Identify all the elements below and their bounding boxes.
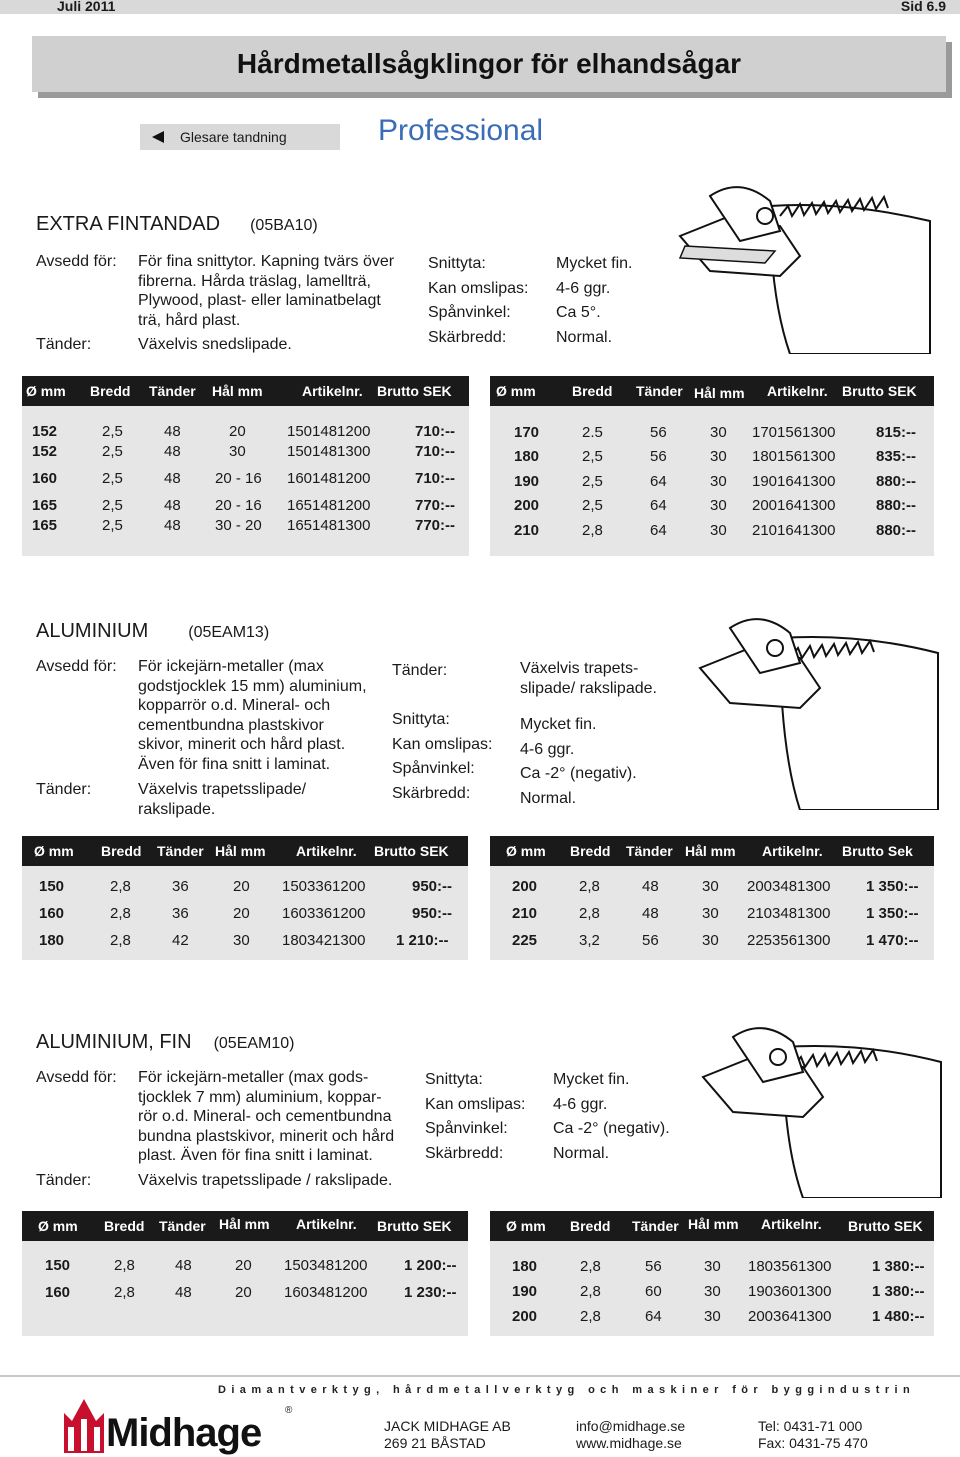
table-header	[490, 1211, 934, 1241]
company-name: JACK MIDHAGE AB	[384, 1418, 511, 1434]
prop-key: Tänder:	[392, 662, 448, 679]
table-cell: 180	[514, 448, 540, 465]
table-cell: 1701561300	[752, 424, 836, 441]
text-line: trä, hård plast.	[138, 311, 241, 329]
section-title	[36, 620, 269, 643]
table-cell: 2,8	[110, 932, 131, 949]
tander-label: Tänder:	[36, 1172, 92, 1189]
col-header: Ø mm	[26, 383, 66, 399]
section-code: (05EAM13)	[188, 624, 270, 641]
table-cell: 20	[229, 423, 246, 440]
table-cell: 3,2	[579, 932, 600, 949]
arrow-left-icon	[152, 131, 164, 143]
table-cell: 1803561300	[748, 1258, 832, 1275]
table-cell: 20 - 16	[215, 497, 262, 514]
table-cell: 1 350:--	[866, 905, 919, 922]
col-header: Tänder	[632, 1218, 679, 1234]
section-title	[36, 213, 318, 236]
table-cell: 710:--	[415, 470, 456, 487]
col-header: Ø mm	[496, 383, 536, 399]
table-cell: 770:--	[415, 497, 456, 514]
table-cell: 64	[645, 1308, 662, 1325]
table-cell: 180	[512, 1258, 538, 1275]
table-cell: 1 380:--	[872, 1283, 925, 1300]
avsedd-label: Avsedd för:	[36, 658, 117, 675]
email-link[interactable]: info@midhage.se	[576, 1418, 686, 1434]
table-cell: 2,8	[579, 905, 600, 922]
table-cell: 815:--	[876, 424, 917, 441]
brand-title: Professional	[378, 114, 544, 147]
col-header: Hål mm	[215, 843, 266, 859]
col-header: Hål mm	[685, 843, 736, 859]
col-header: Tänder	[157, 843, 204, 859]
prop-value: 4-6 ggr.	[556, 279, 611, 297]
table-cell: 880:--	[876, 522, 917, 539]
col-header: Brutto SEK	[377, 383, 452, 399]
col-header: Ø mm	[506, 843, 546, 859]
table-cell: 1 470:--	[866, 932, 919, 949]
table-cell: 2,8	[114, 1284, 135, 1301]
table-cell: 64	[650, 473, 667, 490]
table-cell: 190	[512, 1283, 538, 1300]
table-cell: 48	[642, 878, 659, 895]
table-cell: 56	[645, 1258, 662, 1275]
table-cell: 2,5	[102, 470, 123, 487]
col-header: Tänder	[159, 1218, 206, 1234]
table-cell: 20	[233, 878, 250, 895]
prop-value: Normal.	[556, 328, 613, 346]
col-header: Hål mm	[688, 1216, 739, 1232]
table-cell: 48	[642, 905, 659, 922]
table-cell: 950:--	[412, 878, 453, 895]
table-cell: 160	[39, 905, 65, 922]
col-header: Ø mm	[38, 1218, 78, 1234]
circular-saw-icon	[670, 176, 932, 354]
prop-value: Normal.	[520, 789, 577, 807]
col-header: Hål mm	[694, 385, 745, 401]
table-cell: 165	[32, 517, 58, 534]
table-cell: 30	[710, 448, 727, 465]
table-cell: 2,8	[114, 1257, 135, 1274]
props-keys	[392, 659, 493, 806]
table-cell: 64	[650, 522, 667, 539]
prop-value: slipade/ rakslipade.	[520, 679, 657, 697]
table-cell: 200	[514, 497, 540, 514]
table-cell: 1503361200	[282, 878, 366, 895]
props-keys	[425, 1068, 526, 1166]
table-cell: 150	[45, 1257, 71, 1274]
table-cell: 2103481300	[747, 905, 831, 922]
phone-number: Tel: 0431-71 000	[758, 1418, 863, 1434]
prop-value: Mycket fin.	[556, 255, 633, 272]
col-header: Brutto SEK	[842, 383, 917, 399]
table-cell: 1651481300	[287, 517, 371, 534]
avsedd-label: Avsedd för:	[36, 253, 117, 270]
table-cell: 2,8	[110, 905, 131, 922]
table-cell: 2,5	[102, 443, 123, 460]
table-cell: 190	[514, 473, 540, 490]
col-header: Artikelnr.	[296, 843, 357, 859]
table-cell: 2,8	[580, 1308, 601, 1325]
col-header: Artikelnr.	[302, 383, 363, 399]
prop-value: Ca 5°.	[556, 304, 601, 321]
table-cell: 2003641300	[748, 1308, 832, 1325]
table-cell: 2,8	[580, 1283, 601, 1300]
prop-key: Skärbredd:	[425, 1144, 504, 1162]
table-cell: 150	[39, 878, 65, 895]
prop-key: Snittyta:	[428, 255, 486, 272]
table-cell: 200	[512, 878, 538, 895]
crown-icon	[62, 1397, 106, 1453]
table-cell: 2003481300	[747, 878, 831, 895]
text-line: godstjocklek 15 mm) aluminium,	[138, 677, 367, 695]
prop-value: Mycket fin.	[520, 716, 597, 733]
table-cell: 2,8	[579, 878, 600, 895]
col-header: Bredd	[572, 383, 613, 399]
prop-value: Normal.	[553, 1144, 610, 1162]
prop-key: Spånvinkel:	[392, 760, 475, 777]
table-cell: 20	[233, 905, 250, 922]
section-name: EXTRA FINTANDAD	[36, 213, 221, 235]
col-header: Ø mm	[34, 843, 74, 859]
col-header: Bredd	[101, 843, 142, 859]
page-number: Sid 6.9	[900, 0, 946, 14]
table-cell: 30	[710, 497, 727, 514]
prop-key: Snittyta:	[425, 1071, 483, 1088]
table-cell: 1501481200	[287, 423, 371, 440]
section-name: ALUMINIUM, FIN	[36, 1031, 192, 1053]
table-cell: 710:--	[415, 443, 456, 460]
tooth-spacing-tag	[140, 124, 340, 150]
avsedd-text	[138, 252, 394, 330]
table-cell: 36	[172, 905, 189, 922]
avsedd-label: Avsedd för:	[36, 1069, 117, 1086]
text-line: Växelvis trapetsslipade/	[138, 781, 307, 798]
text-line: fibrerna. Hårda träslag, lamellträ,	[138, 272, 371, 290]
col-header: Artikelnr.	[762, 843, 823, 859]
table-cell: 56	[650, 424, 667, 441]
logo-text: Midhage	[106, 1411, 262, 1455]
section-code: (05EAM10)	[213, 1035, 295, 1052]
col-header: Tänder	[636, 383, 683, 399]
table-cell: 1 230:--	[404, 1284, 457, 1301]
table-cell: 1903601300	[748, 1283, 832, 1300]
table-cell: 210	[514, 522, 540, 539]
tander-label: Tänder:	[36, 781, 92, 798]
table-cell: 20	[235, 1284, 252, 1301]
top-bar	[0, 0, 960, 14]
text-line: cementbundna plastskivor	[138, 716, 324, 734]
col-header: Bredd	[570, 1218, 611, 1234]
table-cell: 1 380:--	[872, 1258, 925, 1275]
table-cell: 30	[710, 424, 727, 441]
table-cell: 30	[233, 932, 250, 949]
prop-value: 4-6 ggr.	[520, 740, 575, 758]
col-header: Brutto Sek	[842, 843, 913, 859]
table-cell: 1651481200	[287, 497, 371, 514]
phone-block	[758, 1418, 868, 1452]
table-cell: 20	[235, 1257, 252, 1274]
table-cell: 30	[710, 473, 727, 490]
prop-value: Ca -2° (negativ).	[520, 765, 637, 782]
table-cell: 160	[32, 470, 58, 487]
table-cell: 2001641300	[752, 497, 836, 514]
table-cell: 60	[645, 1283, 662, 1300]
section-name: ALUMINIUM	[36, 620, 149, 642]
table-cell: 56	[642, 932, 659, 949]
registered-mark: ®	[285, 1405, 293, 1416]
table-cell: 1603361200	[282, 905, 366, 922]
table-cell: 210	[512, 905, 538, 922]
table-cell: 1 350:--	[866, 878, 919, 895]
prop-value: Växelvis trapets-	[520, 660, 639, 677]
table-cell: 20 - 16	[215, 470, 262, 487]
section-title	[36, 1031, 294, 1054]
table-cell: 1603481200	[284, 1284, 368, 1301]
prop-key: Kan omslipas:	[425, 1095, 526, 1113]
table-cell: 2253561300	[747, 932, 831, 949]
table-cell: 152	[32, 443, 58, 460]
table-cell: 48	[175, 1257, 192, 1274]
table-cell: 48	[164, 470, 181, 487]
col-header: Hål mm	[219, 1216, 270, 1232]
col-header: Hål mm	[212, 383, 263, 399]
table-cell: 30	[702, 878, 719, 895]
table-header	[490, 836, 934, 866]
prop-value: Mycket fin.	[553, 1071, 630, 1088]
prop-key: Kan omslipas:	[392, 735, 493, 753]
prop-value: 4-6 ggr.	[553, 1095, 608, 1113]
text-line: kopparrör o.d. Mineral- och	[138, 697, 331, 714]
text-line: bundna plastskivor, minerit och hård	[138, 1127, 395, 1145]
col-header: Brutto SEK	[377, 1218, 452, 1234]
avsedd-text	[138, 1068, 394, 1166]
col-header: Tänder	[149, 383, 196, 399]
text-line: För ickejärn-metaller (max gods-	[138, 1069, 369, 1086]
table-cell: 225	[512, 932, 538, 949]
title-box	[32, 36, 946, 92]
table-cell: 200	[512, 1308, 538, 1325]
table-cell: 2,5	[582, 473, 603, 490]
table-header	[22, 1211, 468, 1241]
page-title: Hårdmetallsågklingor för elhandsågar	[236, 48, 742, 79]
table-header	[22, 836, 468, 866]
table-cell: 2,5	[582, 448, 603, 465]
props-keys	[428, 252, 529, 350]
props-values	[556, 252, 632, 350]
table-cell: 2,5	[102, 497, 123, 514]
col-header: Bredd	[570, 843, 611, 859]
col-header: Artikelnr.	[761, 1216, 822, 1232]
table-cell: 180	[39, 932, 65, 949]
col-header: Tänder	[626, 843, 673, 859]
prop-key: Snittyta:	[392, 711, 450, 728]
col-header: Artikelnr.	[296, 1216, 357, 1232]
table-cell: 2,8	[582, 522, 603, 539]
table-cell: 2,8	[110, 878, 131, 895]
table-cell: 48	[164, 443, 181, 460]
table-cell: 165	[32, 497, 58, 514]
tander-label: Tänder:	[36, 336, 92, 353]
text-line: För fina snittytor. Kapning tvärs över	[138, 253, 395, 270]
text-line: tjocklek 7 mm) aluminium, koppar-	[138, 1088, 382, 1106]
table-cell: 1501481300	[287, 443, 371, 460]
table-cell: 2,8	[580, 1258, 601, 1275]
footer-tagline: Diamantverktyg, hårdmetallverktyg och maskiner för byggindustrin	[218, 1384, 916, 1396]
tander-value: Växelvis trapetsslipade / rakslipade.	[138, 1172, 393, 1189]
tag-label: Glesare tandning	[180, 129, 287, 145]
table-cell: 950:--	[412, 905, 453, 922]
table-cell: 835:--	[876, 448, 917, 465]
table-cell: 30	[704, 1258, 721, 1275]
table-cell: 30 - 20	[215, 517, 262, 534]
table-cell: 30	[702, 932, 719, 949]
tander-value	[138, 780, 306, 819]
company-address: 269 21 BÅSTAD	[384, 1435, 486, 1451]
text-line: rör o.d. Mineral- och cementbundna	[138, 1108, 392, 1125]
props-values	[520, 659, 657, 811]
table-cell: 2.5	[582, 424, 603, 441]
avsedd-text	[138, 657, 367, 774]
prop-value: Ca -2° (negativ).	[553, 1120, 670, 1137]
table-cell: 48	[164, 497, 181, 514]
table-cell: 36	[172, 878, 189, 895]
prop-key: Spånvinkel:	[425, 1120, 508, 1137]
col-header: Bredd	[90, 383, 131, 399]
table-cell: 2,5	[582, 497, 603, 514]
table-cell: 710:--	[415, 423, 456, 440]
prop-key: Kan omslipas:	[428, 279, 529, 297]
text-line: Även för fina snitt i laminat.	[138, 755, 331, 773]
table-cell: 48	[164, 423, 181, 440]
col-header: Artikelnr.	[767, 383, 828, 399]
table-cell: 1 480:--	[872, 1308, 925, 1325]
table-cell: 42	[172, 932, 189, 949]
prop-key: Skärbredd:	[428, 328, 507, 346]
table-cell: 770:--	[415, 517, 456, 534]
fax-number: Fax: 0431-75 470	[758, 1435, 868, 1451]
col-header: Brutto SEK	[848, 1218, 923, 1234]
table-cell: 880:--	[876, 497, 917, 514]
company-block	[384, 1418, 511, 1452]
table-cell: 2,5	[102, 517, 123, 534]
circular-saw-icon	[690, 598, 940, 810]
table-header	[22, 376, 469, 406]
section-code: (05BA10)	[250, 217, 318, 234]
prop-key: Spånvinkel:	[428, 304, 511, 321]
table-cell: 30	[229, 443, 246, 460]
table-cell: 30	[710, 522, 727, 539]
footer-divider	[0, 1375, 960, 1377]
text-line: rakslipade.	[138, 800, 216, 818]
table-cell: 56	[650, 448, 667, 465]
table-cell: 48	[164, 517, 181, 534]
table-cell: 880:--	[876, 473, 917, 490]
table-cell: 1801561300	[752, 448, 836, 465]
table-cell: 152	[32, 423, 58, 440]
prop-key: Skärbredd:	[392, 784, 471, 802]
table-cell: 2101641300	[752, 522, 836, 539]
table-cell: 30	[704, 1308, 721, 1325]
table-cell: 48	[175, 1284, 192, 1301]
tander-value: Växelvis snedslipade.	[138, 336, 292, 353]
table-cell: 2,5	[102, 423, 123, 440]
text-line: plast. Även för fina snitt i laminat.	[138, 1147, 373, 1164]
table-cell: 1 210:--	[396, 932, 449, 949]
table-cell: 1803421300	[282, 932, 366, 949]
table-cell: 30	[702, 905, 719, 922]
text-line: skivor, minerit och hård plast.	[138, 736, 346, 753]
table-cell: 170	[514, 424, 540, 441]
text-line: För ickejärn-metaller (max	[138, 658, 324, 675]
table-cell: 1601481200	[287, 470, 371, 487]
col-header: Bredd	[104, 1218, 145, 1234]
table-cell: 1503481200	[284, 1257, 368, 1274]
table-cell: 30	[704, 1283, 721, 1300]
table-cell: 64	[650, 497, 667, 514]
table-cell: 1 200:--	[404, 1257, 457, 1274]
contact-block	[576, 1418, 685, 1452]
circular-saw-icon	[693, 1012, 943, 1198]
props-values	[553, 1068, 670, 1166]
text-line: Plywood, plast- eller laminatbelagt	[138, 292, 381, 309]
col-header: Ø mm	[506, 1218, 546, 1234]
table-cell: 1901641300	[752, 473, 836, 490]
web-link[interactable]: www.midhage.se	[576, 1435, 682, 1451]
table-header	[490, 376, 934, 406]
table-cell: 160	[45, 1284, 71, 1301]
col-header: Brutto SEK	[374, 843, 449, 859]
issue-date: Juli 2011	[57, 0, 116, 14]
prop-key	[392, 684, 493, 709]
